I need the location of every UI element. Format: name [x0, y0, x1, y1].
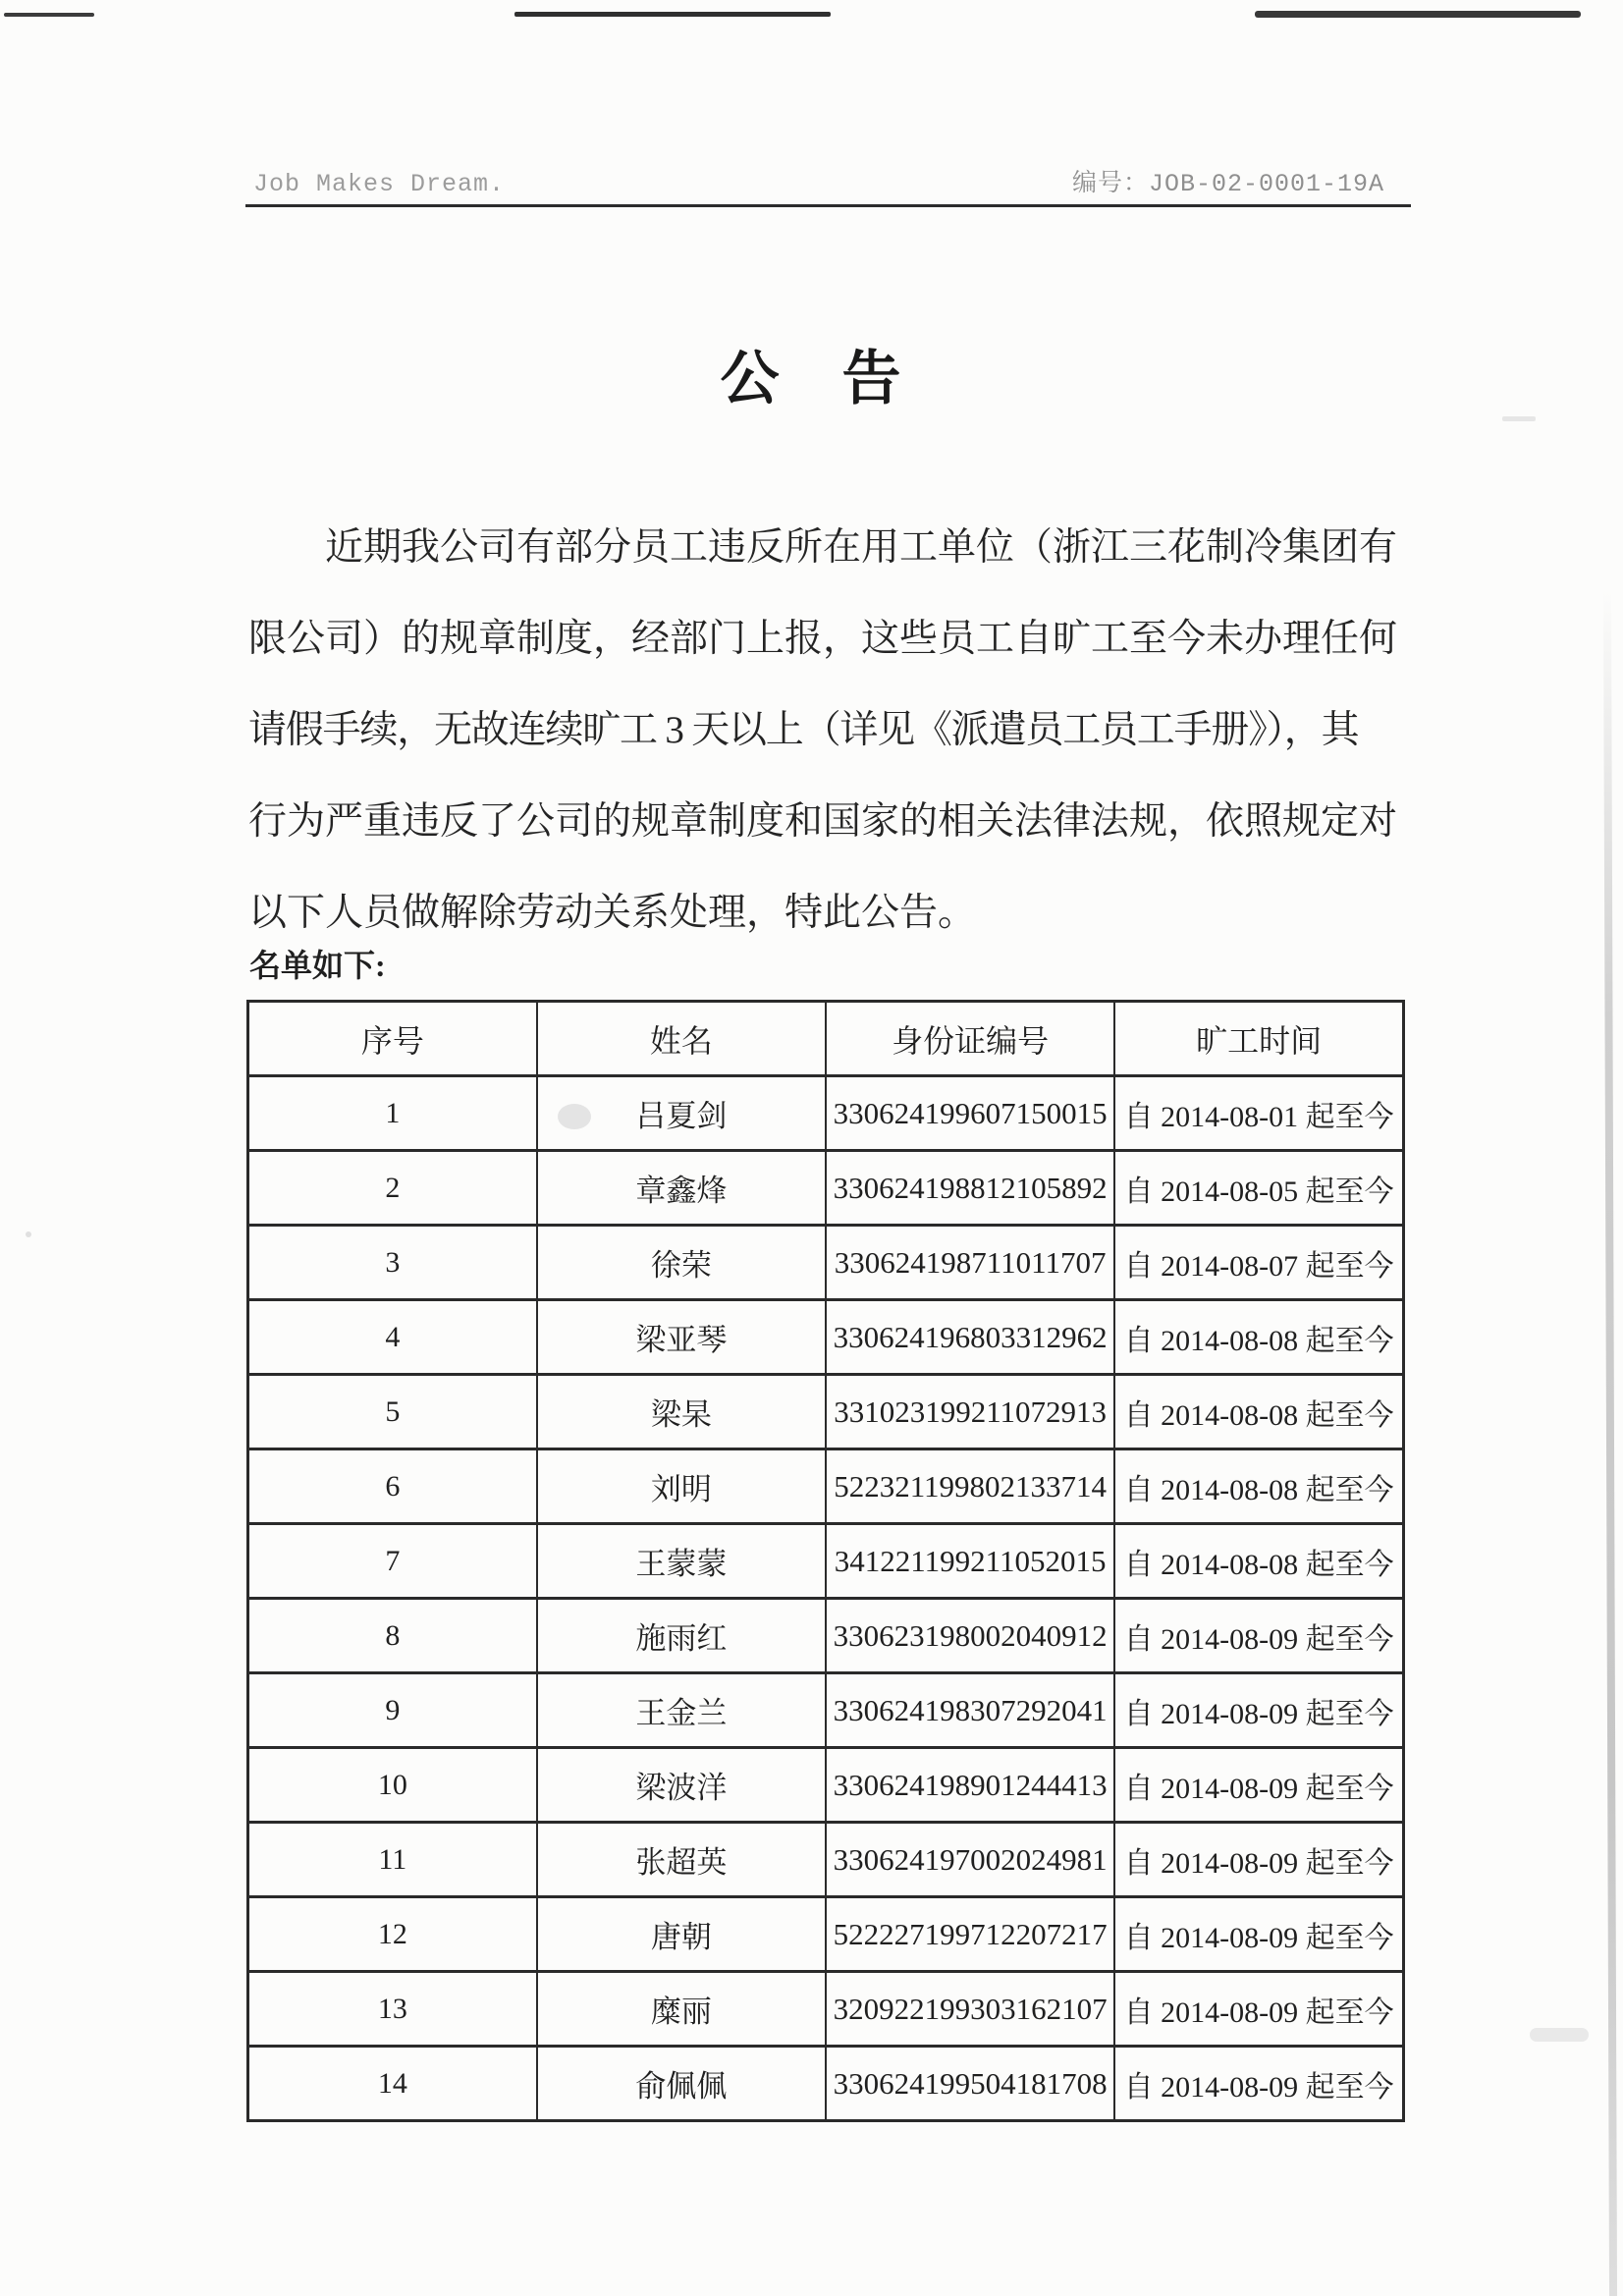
- id-number-cell: 320922199303162107: [826, 1972, 1114, 2047]
- table-row: [248, 1673, 1404, 1748]
- table-row: [248, 1300, 1404, 1375]
- table-row: [248, 2047, 1404, 2121]
- row-index-cell: 4: [248, 1300, 537, 1375]
- table-row: [248, 1151, 1404, 1226]
- absence-period-cell: 自 2014-08-09 起至今: [1114, 1673, 1403, 1748]
- row-index-cell: 3: [248, 1226, 537, 1300]
- name-cell: 糜丽: [537, 1972, 826, 2047]
- header-doc-number: [1072, 163, 1384, 198]
- scan-artifact: [514, 12, 831, 17]
- row-index-cell: 5: [248, 1375, 537, 1449]
- absence-period-cell: 自 2014-08-09 起至今: [1114, 2047, 1403, 2121]
- row-index-cell: 2: [248, 1151, 537, 1226]
- id-number-cell: 330624198711011707: [826, 1226, 1114, 1300]
- absence-period-cell: 自 2014-08-09 起至今: [1114, 1897, 1403, 1972]
- scan-artifact: [558, 1104, 591, 1129]
- table-row: [248, 1599, 1404, 1673]
- absentee-table: [246, 1000, 1405, 2122]
- scan-edge-streak: [1603, 589, 1617, 2296]
- column-header: 姓名: [537, 1002, 826, 1076]
- row-index-cell: 9: [248, 1673, 537, 1748]
- row-index-cell: 7: [248, 1524, 537, 1599]
- name-cell: 张超英: [537, 1823, 826, 1897]
- column-header: 旷工时间: [1114, 1002, 1403, 1076]
- announcement-body: [248, 502, 1397, 958]
- absence-period-cell: 自 2014-08-05 起至今: [1114, 1151, 1403, 1226]
- absence-period-cell: 自 2014-08-08 起至今: [1114, 1375, 1403, 1449]
- scan-artifact: [4, 13, 94, 17]
- row-index-cell: 6: [248, 1449, 537, 1524]
- id-number-cell: 331023199211072913: [826, 1375, 1114, 1449]
- absence-period-cell: 自 2014-08-09 起至今: [1114, 1748, 1403, 1823]
- name-cell: 俞佩佩: [537, 2047, 826, 2121]
- column-header: 序号: [248, 1002, 537, 1076]
- header-divider: [245, 204, 1411, 207]
- table-row: [248, 1375, 1404, 1449]
- doc-number-value: JOB-02-0001-19A: [1148, 170, 1384, 198]
- id-number-cell: 341221199211052015: [826, 1524, 1114, 1599]
- row-index-cell: 1: [248, 1076, 537, 1151]
- id-number-cell: 330623198002040912: [826, 1599, 1114, 1673]
- id-number-cell: 330624198901244413: [826, 1748, 1114, 1823]
- name-cell: 徐荣: [537, 1226, 826, 1300]
- table-body: [248, 1076, 1404, 2121]
- page-title: 公 告: [720, 347, 903, 411]
- absence-period-cell: 自 2014-08-07 起至今: [1114, 1226, 1403, 1300]
- row-index-cell: 12: [248, 1897, 537, 1972]
- name-cell: 梁杲: [537, 1375, 826, 1449]
- list-label: 名单如下:: [249, 948, 386, 983]
- table-row: [248, 1897, 1404, 1972]
- header-slogan: Job Makes Dream.: [253, 170, 506, 198]
- scan-artifact: [1502, 416, 1536, 421]
- table-row: [248, 1524, 1404, 1599]
- column-header: 身份证编号: [826, 1002, 1114, 1076]
- absence-period-cell: 自 2014-08-08 起至今: [1114, 1300, 1403, 1375]
- absence-period-cell: 自 2014-08-08 起至今: [1114, 1449, 1403, 1524]
- name-cell: 梁波洋: [537, 1748, 826, 1823]
- row-index-cell: 11: [248, 1823, 537, 1897]
- table-row: [248, 1823, 1404, 1897]
- absence-period-cell: 自 2014-08-08 起至今: [1114, 1524, 1403, 1599]
- absence-period-cell: 自 2014-08-01 起至今: [1114, 1076, 1403, 1151]
- body-line: 限公司）的规章制度，经部门上报，这些员工自旷工至今未办理任何: [248, 618, 1398, 660]
- table-row: [248, 1449, 1404, 1524]
- document-header: [253, 163, 1384, 198]
- name-cell: 梁亚琴: [537, 1300, 826, 1375]
- row-index-cell: 8: [248, 1599, 537, 1673]
- row-index-cell: 10: [248, 1748, 537, 1823]
- name-cell: 刘明: [537, 1449, 826, 1524]
- absence-period-cell: 自 2014-08-09 起至今: [1114, 1823, 1403, 1897]
- body-line: 行为严重违反了公司的规章制度和国家的相关法律法规，依照规定对: [248, 800, 1398, 843]
- id-number-cell: 330624196803312962: [826, 1300, 1114, 1375]
- id-number-cell: 330624198812105892: [826, 1151, 1114, 1226]
- name-cell: 施雨红: [537, 1599, 826, 1673]
- absence-period-cell: 自 2014-08-09 起至今: [1114, 1599, 1403, 1673]
- row-index-cell: 14: [248, 2047, 537, 2121]
- table-row: [248, 1226, 1404, 1300]
- name-cell: 唐朝: [537, 1897, 826, 1972]
- doc-number-label: 编号：: [1071, 170, 1149, 198]
- name-cell: 王金兰: [537, 1673, 826, 1748]
- id-number-cell: 330624197002024981: [826, 1823, 1114, 1897]
- name-cell: 章鑫烽: [537, 1151, 826, 1226]
- body-line: 近期我公司有部分员工违反所在用工单位（浙江三花制冷集团有: [325, 526, 1398, 569]
- id-number-cell: 330624199607150015: [826, 1076, 1114, 1151]
- scan-artifact: [26, 1231, 31, 1237]
- table-row: [248, 1076, 1404, 1151]
- name-cell: 吕夏剑: [537, 1076, 826, 1151]
- id-number-cell: 522321199802133714: [826, 1449, 1114, 1524]
- id-number-cell: 330624199504181708: [826, 2047, 1114, 2121]
- table-header-row: [248, 1002, 1404, 1076]
- name-cell: 王蒙蒙: [537, 1524, 826, 1599]
- table-header: [248, 1002, 1404, 1076]
- row-index-cell: 13: [248, 1972, 537, 2047]
- scan-artifact: [1530, 2028, 1589, 2042]
- body-line: 请假手续，无故连续旷工 3 天以上（详见《派遣员工员工手册》），其: [248, 709, 1359, 751]
- body-line: 以下人员做解除劳动关系处理，特此公告。: [248, 892, 977, 934]
- table-row: [248, 1972, 1404, 2047]
- id-number-cell: 522227199712207217: [826, 1897, 1114, 1972]
- absence-period-cell: 自 2014-08-09 起至今: [1114, 1972, 1403, 2047]
- table-row: [248, 1748, 1404, 1823]
- scan-artifact: [1255, 11, 1581, 18]
- id-number-cell: 330624198307292041: [826, 1673, 1114, 1748]
